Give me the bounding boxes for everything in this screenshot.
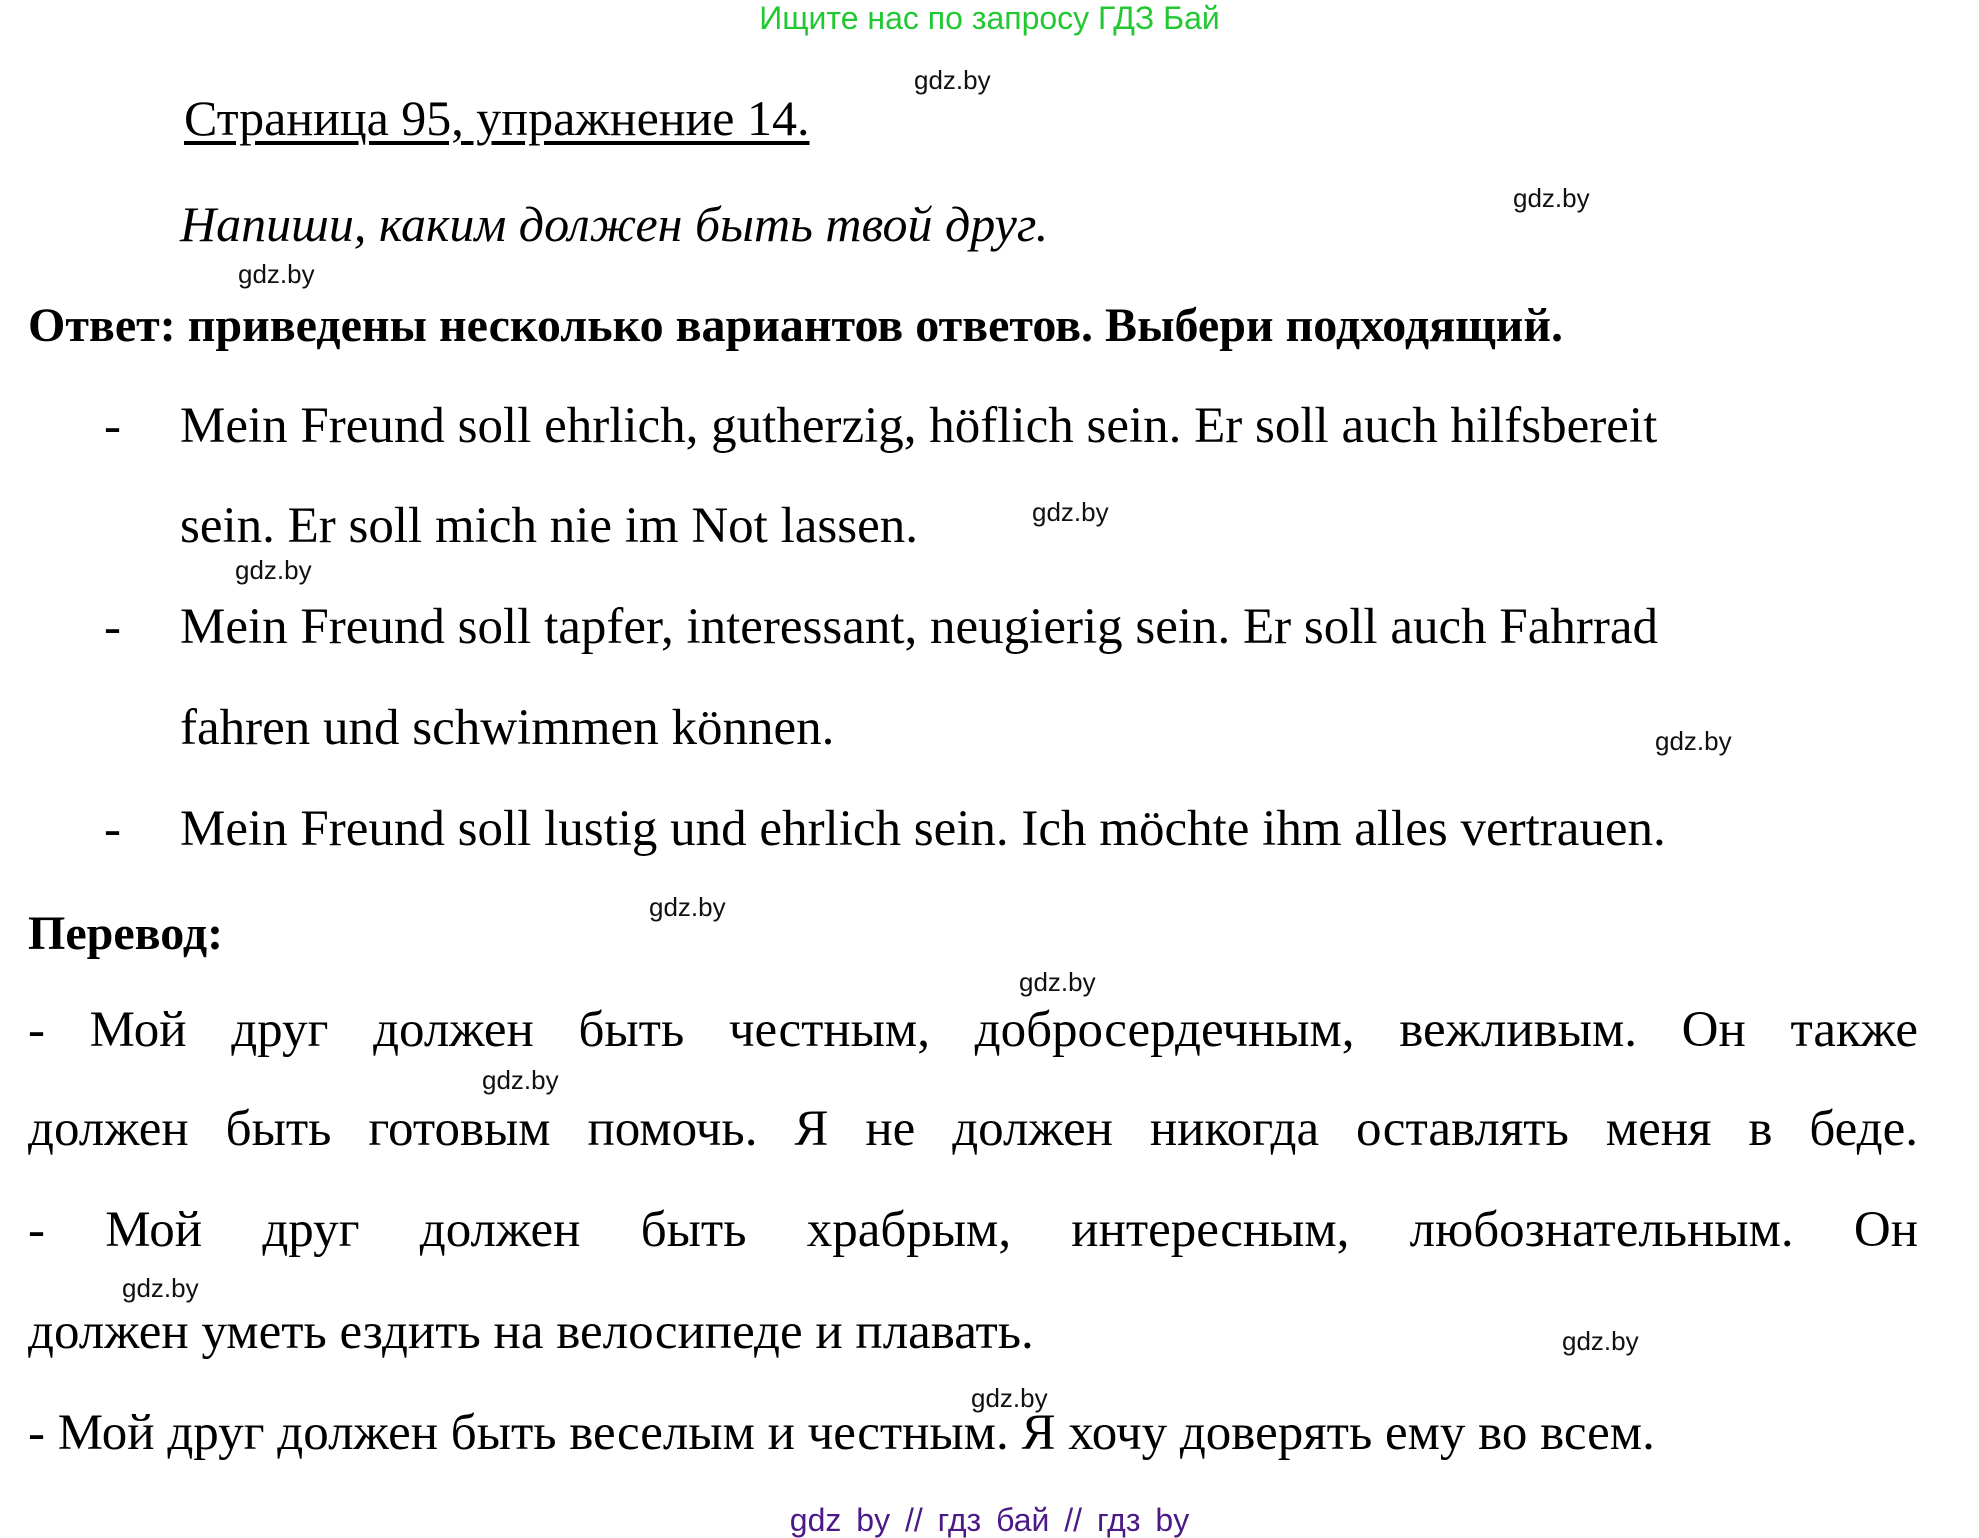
search-banner: Ищите нас по запросу ГДЗ Бай (759, 0, 1220, 36)
german-answer-line: Mein Freund soll lustig und ehrlich sein. Ich möchte ihm alles vertrauen. (180, 801, 1666, 857)
translation-line: - Мой друг должен быть честным, добросердечным, вежливым. Он также (28, 1002, 1918, 1058)
translation-line: - Мой друг должен быть веселым и честным. Я хочу доверять ему во всем. (28, 1405, 1655, 1461)
task-text: Напиши, каким должен быть твой друг. (180, 196, 1049, 252)
watermark: gdz.by (1655, 726, 1732, 756)
footer-watermark: gdz by // гдз бай // гдз by (789, 1502, 1190, 1538)
watermark: gdz.by (914, 65, 991, 95)
watermark: gdz.by (1513, 183, 1590, 213)
bullet: - (104, 801, 121, 857)
german-answer-line: sein. Er soll mich nie im Not lassen. (180, 498, 918, 554)
translation-line: должен уметь ездить на велосипеде и плавать. (28, 1304, 1034, 1360)
translation-line: должен быть готовым помочь. Я не должен никогда оставлять меня в беде. (28, 1101, 1918, 1157)
german-answer-line: fahren und schwimmen können. (180, 700, 835, 756)
answer-heading: Ответ: приведены несколько вариантов ответов. Выбери подходящий. (28, 299, 1563, 352)
watermark: gdz.by (1032, 497, 1109, 527)
german-answer-line: Mein Freund soll tapfer, interessant, neugierig sein. Er soll auch Fahrrad (180, 599, 1658, 655)
translation-line: - Мой друг должен быть храбрым, интересным, любознательным. Он (28, 1202, 1918, 1258)
watermark: gdz.by (238, 259, 315, 289)
bullet: - (104, 398, 121, 454)
watermark: gdz.by (482, 1065, 559, 1095)
bullet: - (104, 599, 121, 655)
watermark: gdz.by (1019, 967, 1096, 997)
watermark: gdz.by (649, 892, 726, 922)
translation-heading: Перевод: (28, 907, 224, 960)
watermark: gdz.by (235, 555, 312, 585)
watermark: gdz.by (971, 1383, 1048, 1413)
page-title: Страница 95, упражнение 14. (184, 90, 810, 146)
german-answer-line: Mein Freund soll ehrlich, gutherzig, höflich sein. Er soll auch hilfsbereit (180, 398, 1658, 454)
watermark: gdz.by (122, 1273, 199, 1303)
watermark: gdz.by (1562, 1326, 1639, 1356)
